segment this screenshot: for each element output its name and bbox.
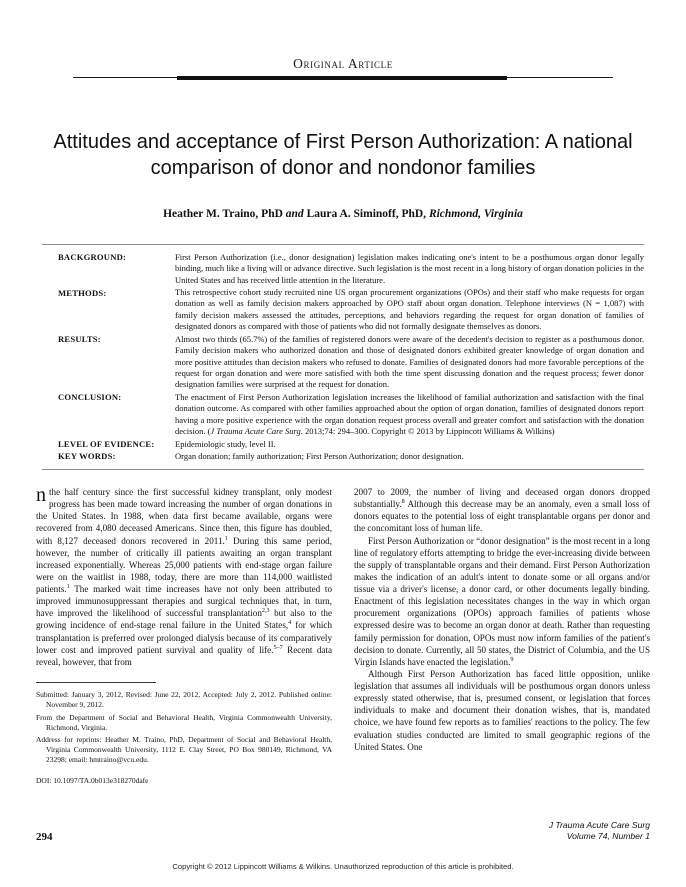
two-column-layout <box>36 486 650 817</box>
abstract-row-background <box>42 252 644 286</box>
abstract-text-results <box>175 334 644 391</box>
left-column <box>36 486 332 817</box>
right-para-1-seg-a: 2007 to 2009, the number of living and deceased organ donors dropped substantially. <box>354 487 650 510</box>
citation-ref-1: 1 <box>224 534 228 542</box>
right-paragraph-1 <box>354 486 650 535</box>
abstract-label-conclusion: CONCLUSION: <box>58 392 122 403</box>
right-column <box>354 486 650 817</box>
copyright-notice: Copyright © 2012 Lippincott Williams & Wilkins. Unauthorized reproduction of this article is prohibited. <box>172 862 514 871</box>
abstract-conclusion-journal: J Trauma Acute Care Surg. <box>210 426 303 437</box>
abstract-conclusion-citation: 2013;74: 294–300. Copyright © 2013 by Lippincott Williams & Wilkins) <box>302 426 555 437</box>
left-para-1-seg-a: nthe half century since the first successful kidney transplant, only modest progress has been made toward increasing the number of organ donations in the United States. In 1988, when data first became available, organs were recovered from 4,080 deceased Americans. Since then, this figure has doubled, with 8,127 deceased donors recovered in 2011. <box>36 484 332 546</box>
footnote-affiliation: From the Department of Social and Behavioral Health, Virginia Commonwealth University, Richmond, Virginia. <box>36 712 332 732</box>
abstract-row-results <box>42 334 644 391</box>
citation-ref-8: 8 <box>401 498 405 506</box>
abstract-row-conclusion <box>42 392 644 438</box>
structured-abstract <box>42 244 644 471</box>
byline-conjunction: and <box>285 207 304 220</box>
byline <box>0 208 686 220</box>
left-paragraph-1 <box>36 486 332 668</box>
journal-footer-volume: Volume 74, Number 1 <box>566 831 650 842</box>
abstract-row-keywords <box>42 451 644 462</box>
left-para-1-seg-e: for which transplantation is preferred over prolonged dialysis because of its comparatively lower cost and improved patient survival and quality of life. <box>36 620 333 655</box>
abstract-conclusion-body: The enactment of First Person Authorization legislation increases the likelihood of familial authorization and satisfaction with the final donation outcome. As compared with other families approached about the option of organ donation, families of designated donors report having a more positive experience with the organ donation request process overall and greater comfort and satisfaction with the donation decision. ( <box>175 391 644 437</box>
citation-ref-5-7: 5–7 <box>273 643 283 651</box>
right-paragraph-3: Although First Person Authorization has faced little opposition, unlike legislation that assumes all individuals will be posthumous organ donors unless expressly stated otherwise, that is, presumed consent, or legislation that forces individuals to make and document their donation wishes, that is, mandated choice, we have found few reports as to families' reactions to the policy. The few evaluation studies conducted are limited to small geographic regions of the United States. One <box>354 668 650 752</box>
page-number: 294 <box>36 831 53 843</box>
footnote-block <box>36 690 332 786</box>
citation-ref-4: 4 <box>288 619 292 627</box>
abstract-row-methods <box>42 287 644 333</box>
page-title: Attitudes and acceptance of First Person Authorization: A national comparison of donor and nondonor families <box>53 131 633 180</box>
abstract-results-body: Almost two thirds (65.7%) of the families of registered donors were aware of the decedent's decision to register as a posthumous donor. Family decision makers who authorized donation and those of designated donors exhibited greater knowledge of organ donation and more positive attitudes than decision makers who refused to donate. Families of designated donors had more favorable perceptions of the request for organ donation and were more satisfied with both the time spent discussing donation and the request process; fewer donor designation families were surprised at the request for donation. <box>175 333 644 390</box>
masthead-thick-rule <box>177 76 507 80</box>
journal-footer-name: J Trauma Acute Care Surg <box>548 819 650 830</box>
journal-footer <box>549 820 650 843</box>
abstract-text-level: Epidemiologic study, level II. <box>175 438 276 449</box>
abstract-label-level: LEVEL OF EVIDENCE: <box>58 439 155 450</box>
left-para-1-seg-d: but also to the growing incidence of end-stage renal failure in the United States, <box>36 608 333 631</box>
abstract-label-keywords: KEY WORDS: <box>58 451 116 462</box>
left-para-1-seg-f: Recent data reveal, however, that from <box>36 644 332 667</box>
author-two: Laura A. Siminoff, PhD, <box>306 207 427 220</box>
right-paragraph-2 <box>354 535 650 668</box>
masthead-rule <box>73 76 613 79</box>
right-para-1-seg-b: Although this decrease may be an anomaly, even a small loss of donors equates to the potential loss of eight transplantable organs per donor and the concomitant loss of human life. <box>354 499 650 534</box>
left-para-1-seg-b: During this same period, however, the number of critically ill patients awaiting an organ transplant increased exponentially. Whereas 25,000 patients with end-stage organ failure were on the waitlist in 1988, today, there are more than 114,000 waitlisted patients. <box>36 535 332 594</box>
abstract-text-methods: This retrospective cohort study recruited nine US organ procurement organizations (OPOs) and their staff who make requests for organ donation as well as family decision makers approached by OPO staff about organ donation. Telephone interviews (N = 1,087) with family decision makers assessed the attitudes, perceptions, and behaviors regarding the request for organ donation of families of designated donors as compared with those of patients who did not formally designate themselves as donors. <box>175 287 644 332</box>
footnote-divider <box>36 682 156 683</box>
abstract-text-background: First Person Authorization (i.e., donor designation) legislation makes indicating one's intent to be a posthumous organ donor legally binding, much like a living will or advance directive. Such legislation is the most recent in a long history of organ donation policies in the United States and has received little attention in the literature. <box>175 251 644 285</box>
footnote-submitted: Submitted: January 3, 2012, Revised: June 22, 2012, Accepted: July 2, 2012. Published online: November 9, 2012. <box>36 689 332 709</box>
footnote-reprints: Address for reprints: Heather M. Traino, PhD, Department of Social and Behavioral Health, Virginia Commonwealth University, 1112 E. Clay Street, PO Box 980149, Richmond, VA 23298; email: hmtraino@vcu.edu. <box>36 735 332 765</box>
abstract-text-keywords: Organ donation; family authorization; First Person Authorization; donor designation. <box>175 450 464 461</box>
citation-ref-2-3: 2,3 <box>261 607 270 615</box>
citation-ref-9: 9 <box>510 655 514 663</box>
footnote-doi: DOI: 10.1097/TA.0b013e318270dafe <box>36 776 149 786</box>
masthead-label: Original Article <box>293 56 393 71</box>
abstract-label-background: BACKGROUND: <box>58 252 127 263</box>
left-para-1-seg-c: The marked wait time increases have not only been attributed to improved immunosuppressant therapies and surgical techniques that, in turn, have improved the likelihood of successful transplantation <box>36 584 332 619</box>
author-one: Heather M. Traino, PhD <box>163 207 283 220</box>
abstract-text-conclusion <box>175 392 644 438</box>
body-area <box>36 486 650 817</box>
abstract-label-results: RESULTS: <box>58 334 101 345</box>
byline-affiliation: Richmond, Virginia <box>428 207 523 220</box>
abstract-row-level <box>42 439 644 450</box>
masthead <box>0 0 686 79</box>
abstract-label-methods: METHODS: <box>58 287 107 298</box>
right-para-2-seg-a: First Person Authorization or “donor designation” is the most recent in a long line of regulatory efforts attempting to bridge the ever-increasing divide between the supply of transplantable organs and their demand. First Person Authorization makes the indication of an adult's intent to donate some or all organs and/or tissue via a driver's license, a donor card, or other documents legally binding. Enactment of this legislation necessitates changes in the way in which organ procurement organizations (OPOs) approach families of patients whose expressed desire was to become an organ donor at death. Rather than requesting family permission for donation, OPOs must now inform families of the patient's decision to donate. Currently, all 50 states, the District of Columbia, and the US Virgin Islands have enacted the legislation. <box>354 535 650 667</box>
citation-ref-1b: 1 <box>66 582 70 590</box>
